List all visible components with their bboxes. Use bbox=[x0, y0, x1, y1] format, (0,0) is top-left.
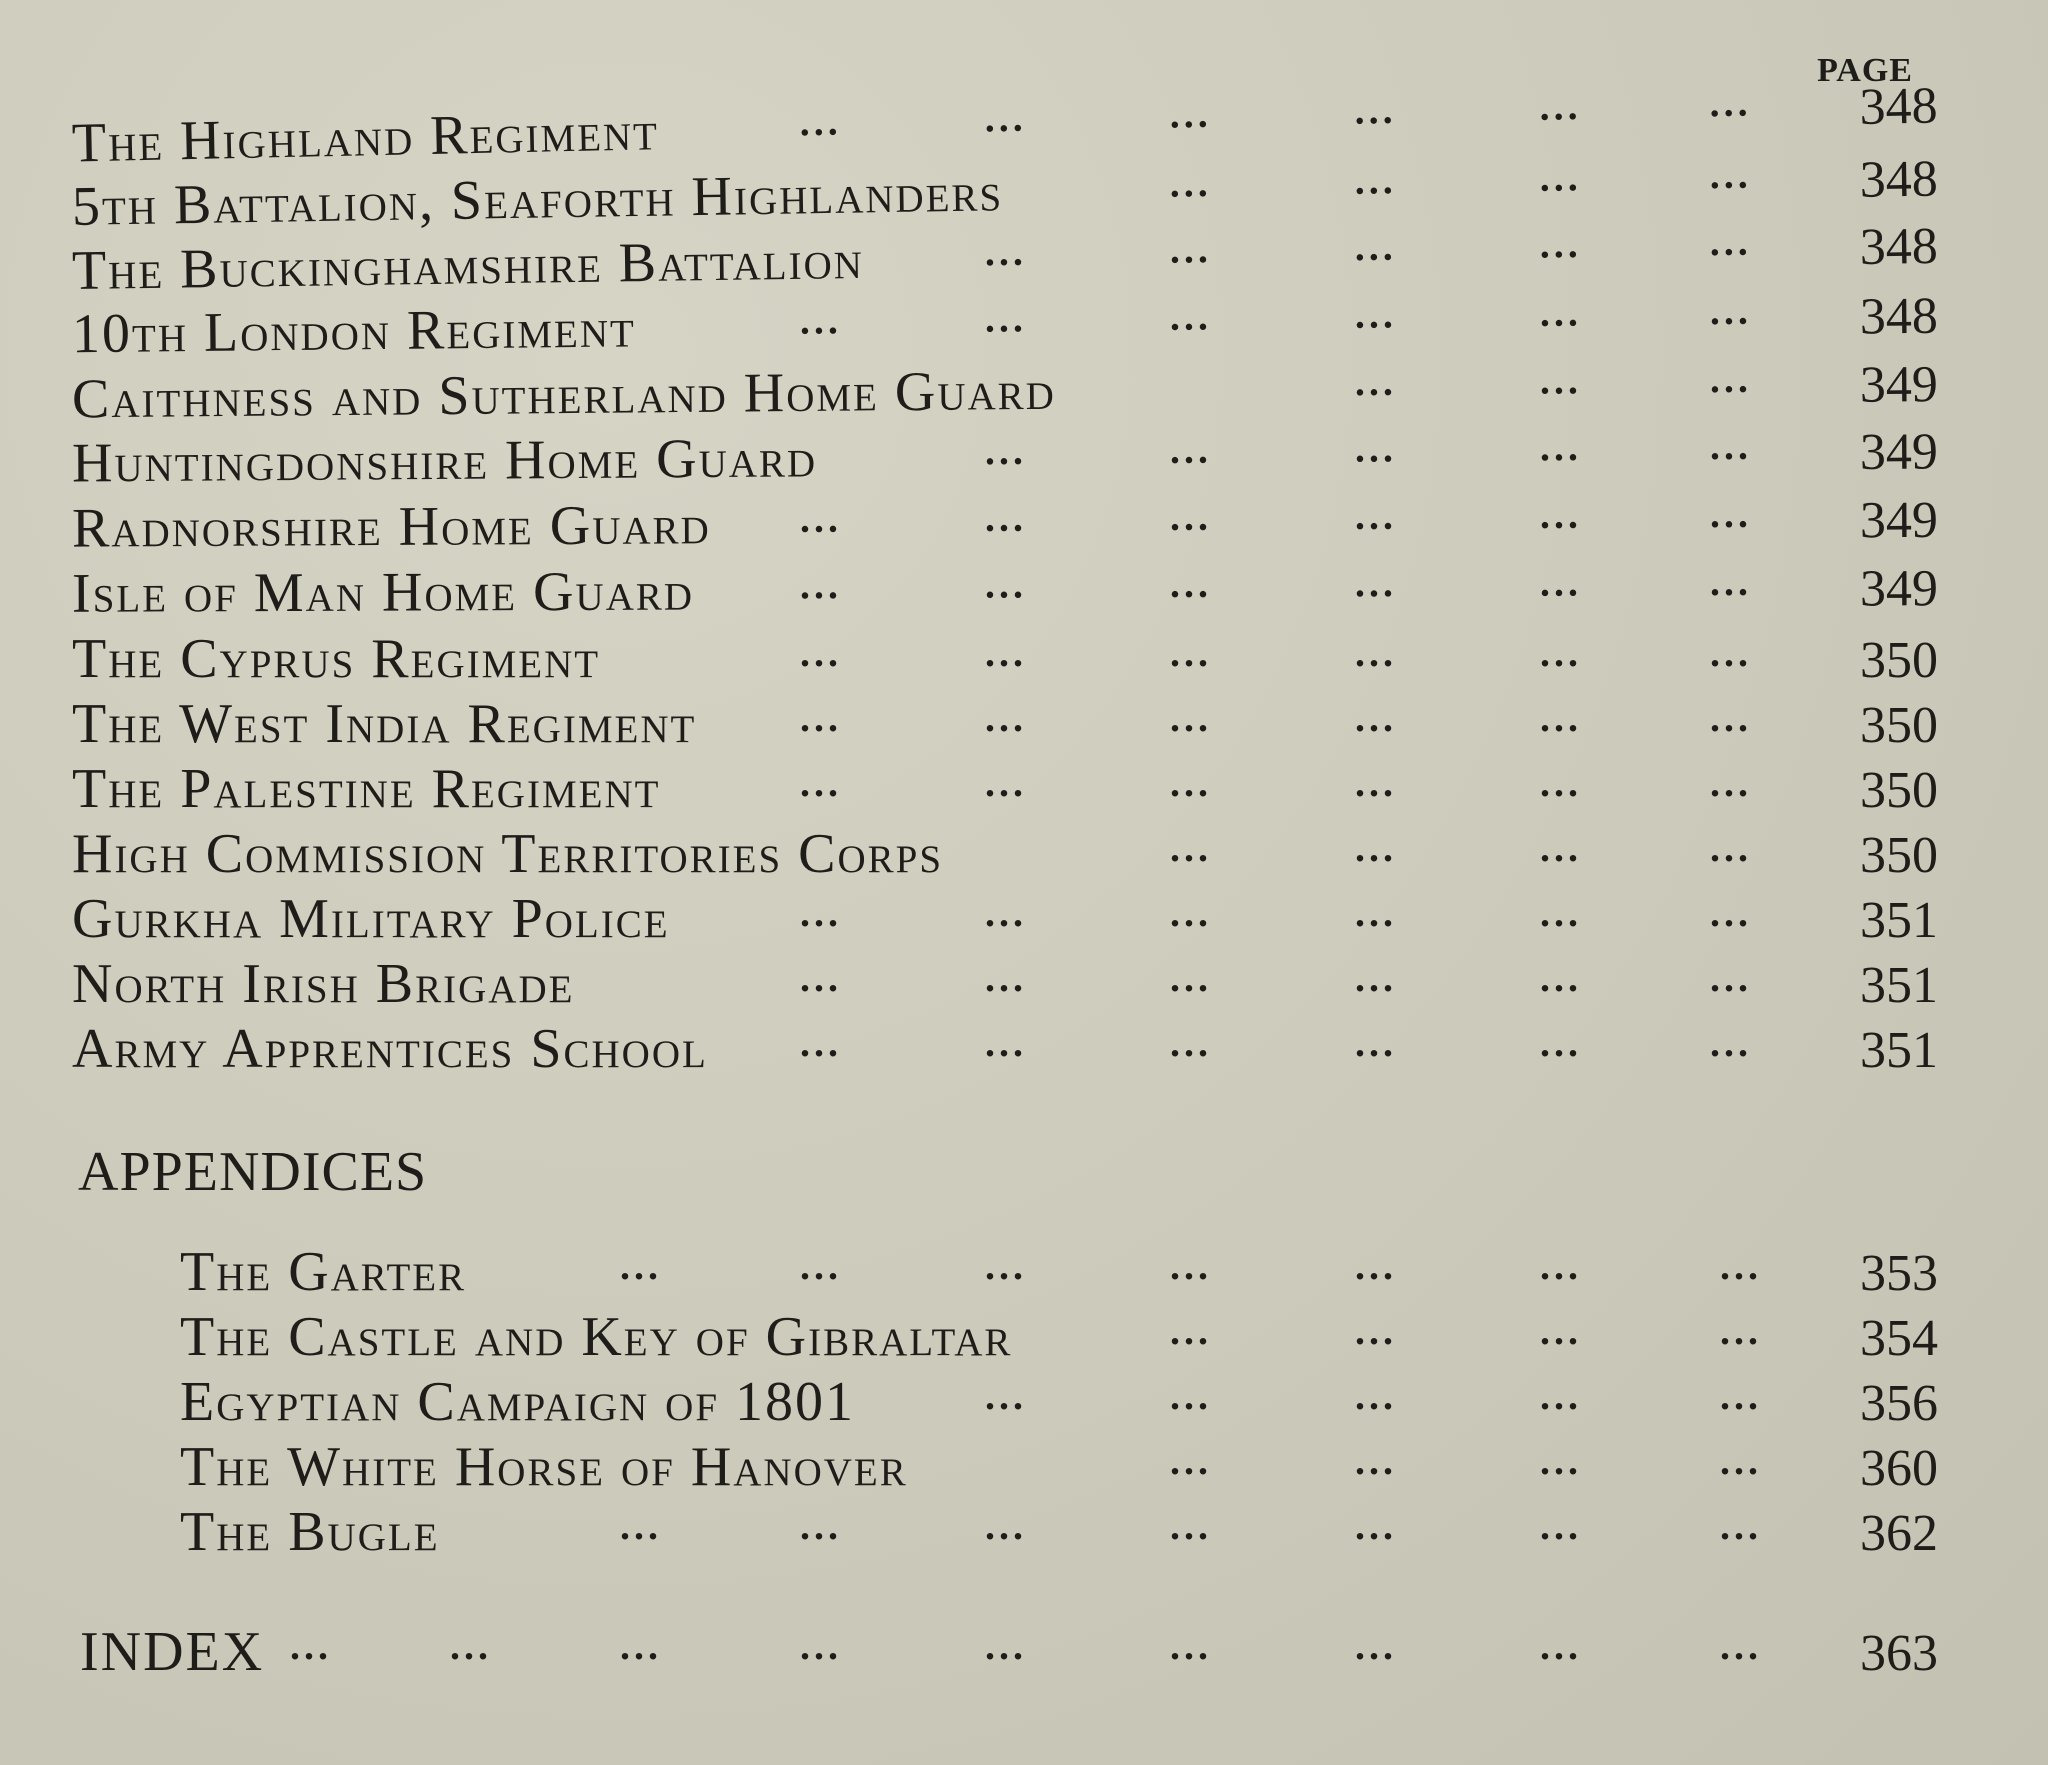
leader-dots: ... bbox=[1539, 154, 1583, 200]
leader-dots: ... bbox=[1540, 630, 1582, 675]
leader-dots: ... bbox=[985, 760, 1027, 805]
toc-entry-title: The Garter bbox=[180, 1241, 467, 1303]
leader-dots: ... bbox=[1539, 559, 1583, 605]
toc-entry-page: 356 bbox=[1860, 1375, 1938, 1432]
leader-dots: ... bbox=[1170, 825, 1212, 870]
leader-dots: ... bbox=[985, 955, 1027, 1000]
leader-dots: ... bbox=[1170, 1243, 1212, 1288]
leader-dots: ... bbox=[1709, 355, 1753, 402]
leader-dots: ... bbox=[1720, 1503, 1762, 1548]
toc-entry-page: 360 bbox=[1860, 1440, 1938, 1497]
toc-entry-title: High Commission Territories Corps bbox=[72, 823, 944, 885]
leader-dots: ... bbox=[1355, 1623, 1397, 1668]
toc-entry[interactable] bbox=[0, 1370, 2048, 1440]
toc-entry-page: 349 bbox=[1859, 491, 1939, 550]
toc-entry-title: The Highland Regiment bbox=[71, 100, 660, 175]
leader-dots: ... bbox=[984, 228, 1028, 275]
leader-dots: ... bbox=[1540, 695, 1582, 740]
toc-entry[interactable] bbox=[0, 1240, 2048, 1310]
leader-dots: ... bbox=[1169, 226, 1213, 272]
leader-dots: ... bbox=[1170, 760, 1212, 805]
toc-entry[interactable] bbox=[0, 692, 2048, 762]
leader-dots: ... bbox=[800, 1020, 842, 1065]
leader-dots: ... bbox=[1540, 1438, 1582, 1483]
toc-entry-page: 350 bbox=[1860, 762, 1938, 819]
leader-dots: ... bbox=[1710, 695, 1752, 740]
toc-entry-page: 348 bbox=[1858, 77, 1939, 137]
toc-entry-page: 349 bbox=[1859, 560, 1939, 618]
toc-entry-page: 350 bbox=[1860, 697, 1938, 754]
leader-dots: ... bbox=[1354, 86, 1397, 133]
leader-dots: ... bbox=[984, 561, 1028, 607]
leader-dots: ... bbox=[1710, 630, 1752, 675]
toc-entry-title: The West India Regiment bbox=[72, 693, 697, 755]
leader-dots: ... bbox=[799, 562, 843, 608]
leader-dots: ... bbox=[1540, 890, 1582, 935]
leader-dots: ... bbox=[1710, 1020, 1752, 1065]
leader-dots: ... bbox=[1539, 423, 1583, 470]
leader-dots: ... bbox=[1540, 1623, 1582, 1668]
leader-dots: ... bbox=[1720, 1308, 1762, 1353]
leader-dots: ... bbox=[1355, 630, 1397, 675]
leader-dots: ... bbox=[1169, 560, 1213, 606]
toc-entry[interactable] bbox=[0, 1500, 2048, 1570]
leader-dots: ... bbox=[1355, 1503, 1397, 1548]
leader-dots: ... bbox=[1355, 955, 1397, 1000]
leader-dots: ... bbox=[985, 1020, 1027, 1065]
toc-entry-title: Isle of Man Home Guard bbox=[71, 560, 695, 625]
toc-entry-title: 10th London Regiment bbox=[71, 297, 637, 366]
leader-dots: ... bbox=[1540, 825, 1582, 870]
leader-dots: ... bbox=[1720, 1623, 1762, 1668]
leader-dots: ... bbox=[1169, 426, 1213, 472]
index-page: 363 bbox=[1860, 1625, 1938, 1682]
toc-entry-page: 348 bbox=[1859, 150, 1939, 209]
leader-dots: ... bbox=[1538, 82, 1582, 129]
leader-dots: ... bbox=[800, 1623, 842, 1668]
leader-dots: ... bbox=[1354, 492, 1398, 538]
leader-dots: ... bbox=[1170, 695, 1212, 740]
toc-entry[interactable] bbox=[0, 1435, 2048, 1505]
leader-dots: ... bbox=[1709, 287, 1753, 334]
leader-dots: ... bbox=[985, 890, 1027, 935]
leader-dots: ... bbox=[1355, 1308, 1397, 1353]
leader-dots: ... bbox=[984, 94, 1028, 141]
leader-dots: ... bbox=[1710, 825, 1752, 870]
leader-dots: ... bbox=[984, 295, 1028, 341]
leader-dots: ... bbox=[1170, 630, 1212, 675]
leader-dots: ... bbox=[800, 630, 842, 675]
toc-entry-title: The Castle and Key of Gibraltar bbox=[180, 1306, 1013, 1368]
leader-dots: ... bbox=[1540, 1308, 1582, 1353]
leader-dots: ... bbox=[1355, 1243, 1397, 1288]
leader-dots: ... bbox=[620, 1503, 662, 1548]
leader-dots: ... bbox=[1709, 218, 1753, 265]
page-column-heading: PAGE bbox=[1817, 52, 1913, 89]
toc-entry-page: 351 bbox=[1860, 892, 1938, 949]
toc-entry-page: 353 bbox=[1860, 1245, 1938, 1302]
leader-dots: ... bbox=[1354, 291, 1398, 337]
toc-entry-page: 348 bbox=[1859, 287, 1939, 346]
toc-entry-title: The Cyprus Regiment bbox=[72, 628, 601, 690]
leader-dots: ... bbox=[1709, 490, 1753, 537]
leader-dots: ... bbox=[620, 1623, 662, 1668]
leader-dots: ... bbox=[1540, 1503, 1582, 1548]
leader-dots: ... bbox=[1355, 1373, 1397, 1418]
leader-dots: ... bbox=[1170, 1438, 1212, 1483]
leader-dots: ... bbox=[984, 427, 1028, 474]
leader-dots: ... bbox=[1170, 1503, 1212, 1548]
toc-entry-page: 362 bbox=[1860, 1505, 1938, 1562]
toc-entry[interactable] bbox=[0, 1305, 2048, 1375]
leader-dots: ... bbox=[1710, 760, 1752, 805]
toc-entry-title: The White Horse of Hanover bbox=[180, 1436, 908, 1498]
leader-dots: ... bbox=[1169, 90, 1213, 137]
leader-dots: ... bbox=[800, 1243, 842, 1288]
leader-dots: ... bbox=[290, 1623, 332, 1668]
toc-entry-page: 348 bbox=[1859, 217, 1939, 277]
toc-entry-title: North Irish Brigade bbox=[72, 953, 575, 1015]
leader-dots: ... bbox=[1539, 357, 1583, 403]
leader-dots: ... bbox=[1170, 890, 1212, 935]
leader-dots: ... bbox=[800, 1503, 842, 1548]
toc-entry-title: The Buckinghamshire Battalion bbox=[71, 228, 865, 302]
leader-dots: ... bbox=[1355, 1020, 1397, 1065]
leader-dots: ... bbox=[1170, 955, 1212, 1000]
leader-dots: ... bbox=[1539, 491, 1583, 537]
leader-dots: ... bbox=[1169, 493, 1213, 539]
leader-dots: ... bbox=[1708, 79, 1752, 126]
toc-entry-page: 351 bbox=[1860, 957, 1938, 1014]
leader-dots: ... bbox=[985, 1243, 1027, 1288]
toc-entry[interactable] bbox=[0, 757, 2048, 827]
leader-dots: ... bbox=[984, 494, 1028, 540]
index-entry[interactable] bbox=[0, 1620, 2048, 1690]
leader-dots: ... bbox=[1709, 422, 1753, 469]
leader-dots: ... bbox=[1709, 151, 1752, 198]
toc-entry-title: Army Apprentices School bbox=[72, 1018, 708, 1080]
leader-dots: ... bbox=[1354, 358, 1398, 405]
leader-dots: ... bbox=[985, 695, 1027, 740]
toc-entry-page: 350 bbox=[1860, 827, 1938, 884]
toc-entry[interactable] bbox=[0, 952, 2048, 1022]
leader-dots: ... bbox=[1355, 760, 1397, 805]
leader-dots: ... bbox=[1710, 955, 1752, 1000]
index-title: INDEX bbox=[80, 1621, 265, 1683]
leader-dots: ... bbox=[985, 1373, 1027, 1418]
toc-entry-page: 351 bbox=[1860, 1022, 1938, 1079]
leader-dots: ... bbox=[1720, 1438, 1762, 1483]
toc-entry-title: Gurkha Military Police bbox=[72, 888, 670, 950]
toc-entry[interactable] bbox=[0, 486, 2048, 567]
leader-dots: ... bbox=[1539, 220, 1583, 267]
leader-dots: ... bbox=[1354, 157, 1398, 203]
leader-dots: ... bbox=[985, 630, 1027, 675]
leader-dots: ... bbox=[1169, 293, 1213, 339]
leader-dots: ... bbox=[1709, 558, 1753, 605]
leader-dots: ... bbox=[799, 495, 843, 541]
toc-entry-title: 5th Battalion, Seaforth Highlanders bbox=[71, 161, 1004, 238]
leader-dots: ... bbox=[1355, 695, 1397, 740]
toc-entry-page: 350 bbox=[1860, 632, 1938, 689]
leader-dots: ... bbox=[1540, 1243, 1582, 1288]
leader-dots: ... bbox=[1720, 1243, 1762, 1288]
toc-entry-title: The Bugle bbox=[180, 1501, 440, 1563]
leader-dots: ... bbox=[1355, 825, 1397, 870]
toc-entry-page: 349 bbox=[1859, 423, 1939, 482]
toc-entry-title: Egyptian Campaign of 1801 bbox=[180, 1371, 856, 1433]
leader-dots: ... bbox=[985, 1503, 1027, 1548]
leader-dots: ... bbox=[800, 695, 842, 740]
leader-dots: ... bbox=[985, 1623, 1027, 1668]
leader-dots: ... bbox=[1710, 890, 1752, 935]
leader-dots: ... bbox=[1540, 1373, 1582, 1418]
leader-dots: ... bbox=[1354, 425, 1398, 471]
leader-dots: ... bbox=[799, 98, 843, 145]
leader-dots: ... bbox=[1170, 1308, 1212, 1353]
leader-dots: ... bbox=[1539, 289, 1583, 335]
leader-dots: ... bbox=[800, 890, 842, 935]
leader-dots: ... bbox=[1540, 1020, 1582, 1065]
toc-entry[interactable] bbox=[0, 627, 2048, 697]
leader-dots: ... bbox=[800, 955, 842, 1000]
toc-entry-title: Radnorshire Home Guard bbox=[71, 494, 711, 560]
leader-dots: ... bbox=[1170, 1373, 1212, 1418]
toc-entry-title: Huntingdonshire Home Guard bbox=[71, 427, 818, 495]
toc-entry[interactable] bbox=[0, 887, 2048, 957]
toc-entry-page: 349 bbox=[1859, 356, 1939, 414]
leader-dots: ... bbox=[1540, 760, 1582, 805]
toc-entry-page: 354 bbox=[1860, 1310, 1938, 1367]
leader-dots: ... bbox=[450, 1623, 492, 1668]
leader-dots: ... bbox=[1355, 1438, 1397, 1483]
toc-entry-title: Caithness and Sutherland Home Guard bbox=[71, 359, 1057, 431]
leader-dots: ... bbox=[799, 297, 843, 343]
appendices-heading: APPENDICES bbox=[78, 1141, 428, 1203]
leader-dots: ... bbox=[1540, 955, 1582, 1000]
leader-dots: ... bbox=[1354, 560, 1398, 606]
leader-dots: ... bbox=[800, 760, 842, 805]
toc-entry[interactable] bbox=[0, 555, 2048, 632]
leader-dots: ... bbox=[1354, 223, 1398, 270]
leader-dots: ... bbox=[1170, 1020, 1212, 1065]
leader-dots: ... bbox=[620, 1243, 662, 1288]
leader-dots: ... bbox=[1169, 159, 1213, 206]
leader-dots: ... bbox=[1355, 890, 1397, 935]
leader-dots: ... bbox=[1170, 1623, 1212, 1668]
leader-dots: ... bbox=[1720, 1373, 1762, 1418]
toc-entry[interactable] bbox=[0, 822, 2048, 892]
toc-entry-title: The Palestine Regiment bbox=[72, 758, 661, 820]
toc-entry[interactable] bbox=[0, 1017, 2048, 1087]
